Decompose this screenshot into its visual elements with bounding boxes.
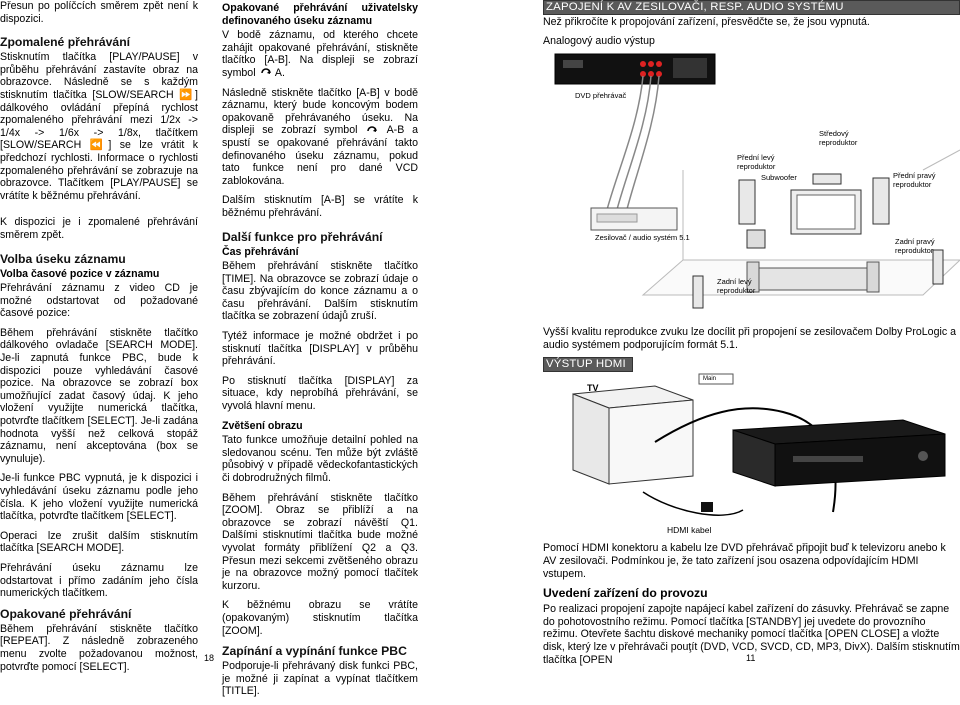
av-connection-banner: ZAPOJENÍ K AV ZESILOVAČI, RESP. AUDIO SYSTÉMU <box>543 0 960 15</box>
hdmi-cable-label: HDMI kabel <box>667 525 712 536</box>
front-right-label: Přední pravý reproduktor <box>893 171 936 189</box>
repeat-icon <box>365 126 379 136</box>
zoom-paragraph-1: Tato funkce umožňuje detailní pohled na sledovanou scénu. Ten může být zvláště působivý v případě vědeckofantastických či dobrodružných filmů. <box>222 434 418 484</box>
pbc-paragraph: Podporuje-li přehrávaný disk funkci PBC, je možné ji zapínat a vypínat tlačítkem [TITLE]. <box>222 660 418 698</box>
play-time-heading: Čas přehrávání <box>222 245 299 258</box>
amplifier-label: Zesilovač / audio systém 5.1 <box>595 233 690 243</box>
hdmi-banner: VÝSTUP HDMI <box>543 357 633 372</box>
ab-paragraph-1 <box>222 29 418 79</box>
analog-connection-diagram <box>543 50 960 318</box>
time-paragraph-1: Přehrávání záznamu z video CD je možné odstartovat od požadované časové pozice: <box>0 282 198 320</box>
dolby-paragraph: Vyšší kvalitu reprodukce zvuku lze docílit při propojení se zesilovačem Dolby ProLogic a audio systémem podporujícím formát 5.1. <box>543 326 956 351</box>
zoom-paragraph-3: K běžnému obrazu se vrátíte (opakovaným) stisknutím tlačítka [ZOOM]. <box>222 599 418 637</box>
ab-heading: Opakované přehrávání uživatelsky definovaného úseku záznamu <box>222 2 418 27</box>
intro-paragraph: Přesun po políčcích směrem zpět není k dispozici. <box>0 0 198 25</box>
page-number-left: 18 <box>204 653 215 663</box>
ab-paragraph-3: Dalším stisknutím [A-B] se vrátíte k běžnému přehrávání. <box>222 194 418 219</box>
time-position-heading: Volba časové pozice v záznamu <box>0 267 160 280</box>
left-column-2 <box>222 0 418 705</box>
small-module-label: Main <box>703 376 717 383</box>
play-time-paragraph-3: Po stisknutí tlačítka [DISPLAY] za situace, kdy neprobíhá přehrávání, se vyvolá hlavní menu. <box>222 374 418 413</box>
analog-heading: Analogový audio výstup <box>543 34 655 47</box>
warning-text: Než přikročíte k propojování zařízení, přesvědčte se, že jsou vypnutá. <box>543 16 870 28</box>
startup-heading: Uvedení zařízení do provozu <box>543 586 708 601</box>
ab-text-2b: A-B a spustí se opakované přehrávání takto definovaného úseku záznamu, pokud tato funkce není pro dané VCD zablokována. <box>222 124 419 187</box>
hdmi-paragraph: Pomocí HDMI konektoru a kabelu lze DVD přehrávač připojit buď k televizoru anebo k AV zesilovači. Podmínkou je, že tato zařízení jsou osazena odpovídajícím HDMI vstupem. <box>543 542 946 580</box>
slow-paragraph: Stisknutím tlačítka [PLAY/PAUSE] v průběhu přehrávání zastavíte obraz na obrazovce. Následně se s každým stisknutím tlačítka [SLOW/SEARCH ⏩] dálkového ovládání přepíná rychlost zpomaleného přehrávání mezi 1/2x -> 1/4x -> 1/6x -> 1/8x, tlačítkem [SLOW/SEARCH ⏪] se lze vrátit k předchozí rychlosti. Informace o rychlosti zpomaleného přehrávání se zobrazuje na obrazovce. Tlačítkem [PLAY/PAUSE] se vrátíte k běžnému přehrávání. <box>0 51 198 202</box>
time-paragraph-4: Operaci lze zrušit dalším stisknutím tlačítka [SEARCH MODE]. <box>0 529 198 555</box>
page-number-right: 11 <box>746 653 756 663</box>
right-column <box>543 0 960 673</box>
ab-text-2a: Následně stiskněte tlačítko [A-B] v bodě záznamu, který bude koncovým bodem opakovaně přehrávaného úseku. Na displeji se zobrazí symbol <box>222 86 418 137</box>
front-left-label: Přední levý reproduktor <box>737 153 776 171</box>
hdmi-connection-diagram <box>543 372 960 542</box>
slow-back-paragraph: K dispozici je i zpomalené přehrávání směrem zpět. <box>0 216 198 241</box>
rear-right-label: Zadní pravý reproduktor <box>895 237 935 255</box>
play-time-paragraph-2: Tytéž informace je možné obdržet i po stisknutí tlačítka [DISPLAY] v průběhu přehrávání. <box>222 330 418 368</box>
startup-paragraph: Po realizaci propojení zapojte napájecí kabel zařízení do zásuvky. Přehrávač se zapne do pohotovostního režimu. Pomocí tlačítka [STANDBY] jej uvedete do provozního režimu. Otevřete šachtu diskové mechaniky pomocí tlačítka [OPEN CLOSE] a vložte disk, který lze v přehrávači pouţít (DVD, VCD, SVCD, CD, MP3, DivX). Dalším stisknutím tlačítka [OPEN <box>543 603 960 666</box>
pbc-heading: Zapínání a vypínání funkce PBC <box>222 644 407 659</box>
ab-symbol-a: A. <box>274 66 285 79</box>
zoom-heading: Zvětšení obrazu <box>222 419 303 432</box>
rear-left-label: Zadní levý reproduktor <box>717 277 756 295</box>
ab-paragraph-2 <box>222 87 418 188</box>
ab-text-1: V bodě záznamu, od kterého chcete zahájit opakované přehrávání, stiskněte tlačítko [A-B]. Na displeji se zobrazí symbol <box>222 29 418 79</box>
left-column-1 <box>0 0 198 680</box>
time-paragraph-5: Přehrávání úseku záznamu lze odstartovat i přímo zadáním jeho čísla numerických tlačítkem. <box>0 561 198 600</box>
repeat-paragraph: Během přehrávání stiskněte tlačítko [REPEAT]. Z následně zobrazeného menu zvolte požadovanou možnost, potvrďte pomocí [SELECT]. <box>0 622 198 673</box>
repeat-heading: Opakované přehrávání <box>0 606 132 621</box>
play-time-paragraph-1: Během přehrávání stiskněte tlačítko [TIME]. Na obrazovce se zobrazí údaje o času zbývajícím do konce záznamu a o času přehrávání. Dalším stisknutím tlačítka se zobrazení údajů zruší. <box>222 260 418 323</box>
slow-heading: Zpomalené přehrávání <box>0 35 131 50</box>
time-paragraph-2: Během přehrávání stiskněte tlačítko dálkového ovladače [SEARCH MODE]. Je-li zapnutá funkce PBC, bude k dispozici pouze vyhledávání časové pozice. Na obrazovce se zobrazí box umožňující zadat časový údaj. K jeho vložení využijte numerická tlačítka, potvrďte tlačítkem [SELECT]. Je-li zadána hodnota vyšší než celková stopáž záznamu, není akceptována (box se vynuluje). <box>0 326 198 465</box>
zoom-paragraph-2: Během přehrávání stiskněte tlačítko [ZOOM]. Obraz se přiblíží a na obrazovce se zobrazí návěští Q1. Dalšími stisknutími tlačítka bude možné vyvolat formáty přiblížení Q2 a Q3. Přesun mezi sekcemi zvětšeného obrazu je na obrazovce možný pomocí tlačítek kurzoru. <box>222 491 418 592</box>
tv-label: TV <box>587 383 599 394</box>
dvd-player-label: DVD přehrávač <box>575 91 627 101</box>
time-paragraph-3: Je-li funkce PBC vypnutá, je k dispozici i vyhledávání úseku záznamu podle jeho čísla. K jeho vložení využijte numerická tlačítka, potvrďte tlačítkem [SELECT]. <box>0 472 198 523</box>
subwoofer-label: Subwoofer <box>761 173 797 183</box>
section-heading: Volba úseku záznamu <box>0 251 126 266</box>
hdmi-illustration <box>543 372 960 542</box>
more-functions-heading: Další funkce pro přehrávání <box>222 229 383 244</box>
center-label: Středový reproduktor <box>819 129 858 147</box>
repeat-icon <box>259 68 273 78</box>
